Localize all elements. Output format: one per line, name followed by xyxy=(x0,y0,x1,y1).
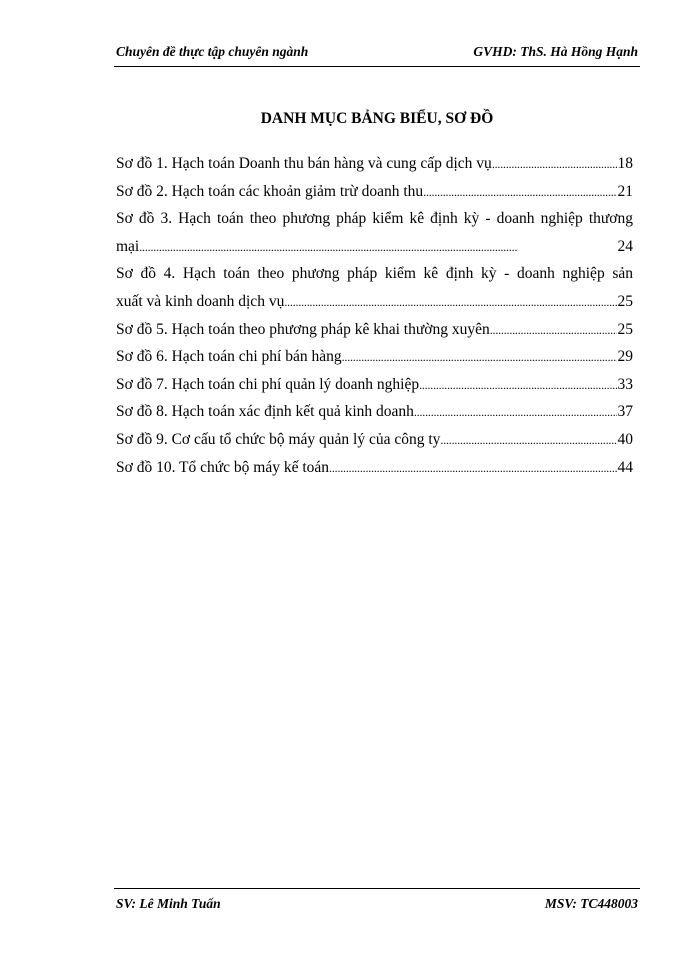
toc-entry-line-2[interactable] xyxy=(116,288,633,316)
toc-entry[interactable] xyxy=(116,150,633,178)
toc-page-number: 25 xyxy=(617,292,633,310)
footer-student-name: SV: Lê Minh Tuấn xyxy=(116,896,221,911)
toc-page-number: 18 xyxy=(617,155,633,172)
footer-divider xyxy=(114,888,640,889)
toc-entry-text: Sơ đồ 7. Hạch toán chi phí quản lý doanh nghiệp xyxy=(116,375,420,393)
header-course-title: Chuyên đề thực tập chuyên ngành xyxy=(116,44,309,59)
toc-entry[interactable] xyxy=(116,454,633,482)
toc-entry[interactable] xyxy=(116,426,633,454)
toc-entry[interactable] xyxy=(116,178,633,206)
toc-entry-text: Sơ đồ 3. Hạch toán theo phương pháp kiểm kê định kỳ - doanh nghiệp thương xyxy=(116,210,633,228)
toc-leader-dots xyxy=(414,398,617,426)
page-footer xyxy=(116,896,638,912)
toc-page-number: 33 xyxy=(617,375,633,393)
toc-leader-dots xyxy=(423,178,616,206)
toc-entry-text: Sơ đồ 2. Hạch toán các khoản giảm trừ doanh thu xyxy=(116,182,424,200)
toc-entry-text: Sơ đồ 10. Tổ chức bộ máy kế toán xyxy=(116,458,330,476)
toc-entry-text: Sơ đồ 8. Hạch toán xác định kết quả kinh doanh xyxy=(116,403,414,421)
toc-leader-dots xyxy=(139,233,616,261)
page-header xyxy=(116,44,638,60)
toc-entry[interactable] xyxy=(116,371,633,399)
toc-leader-dots xyxy=(284,288,616,316)
header-supervisor: GVHD: ThS. Hà Hồng Hạnh xyxy=(473,44,638,59)
toc-entry[interactable] xyxy=(116,343,633,371)
toc-leader-dots xyxy=(490,316,617,344)
toc-entry[interactable] xyxy=(116,316,633,344)
toc-entry-text: Sơ đồ 9. Cơ cấu tổ chức bộ máy quản lý của công ty xyxy=(116,430,441,448)
toc-leader-dots xyxy=(419,371,616,399)
page-title: DANH MỤC BẢNG BIỂU, SƠ ĐỒ xyxy=(260,110,494,127)
toc-leader-dots xyxy=(492,150,617,178)
toc-page-number: 21 xyxy=(617,182,633,200)
toc-entry-text: Sơ đồ 5. Hạch toán theo phương pháp kê khai thường xuyên xyxy=(116,320,490,338)
toc-entry-line-1[interactable] xyxy=(116,205,633,233)
toc-page-number: 40 xyxy=(617,430,633,448)
toc-page-number: 29 xyxy=(617,348,633,366)
toc-entry-text: Sơ đồ 1. Hạch toán Doanh thu bán hàng và cung cấp dịch vụ xyxy=(116,155,492,172)
toc-leader-dots xyxy=(342,343,617,371)
toc-page-number: 25 xyxy=(617,320,633,338)
toc-leader-dots xyxy=(329,454,616,482)
toc-entry-text: xuất và kinh doanh dịch vụ xyxy=(116,292,285,310)
toc-page-number: 24 xyxy=(617,237,633,255)
toc-leader-dots xyxy=(440,426,616,454)
toc-page-number: 44 xyxy=(617,458,633,476)
toc-entry-text: Sơ đồ 4. Hạch toán theo phương pháp kiểm kê định kỳ - doanh nghiệp sản xyxy=(116,265,633,283)
table-of-figures xyxy=(116,150,633,481)
header-divider xyxy=(114,66,640,67)
toc-entry[interactable] xyxy=(116,398,633,426)
toc-entry-text: mại xyxy=(116,237,140,255)
footer-student-id: MSV: TC448003 xyxy=(544,896,638,911)
toc-entry-text: Sơ đồ 6. Hạch toán chi phí bán hàng xyxy=(116,348,342,366)
toc-page-number: 37 xyxy=(617,403,633,421)
toc-entry-line-2[interactable] xyxy=(116,233,633,261)
toc-entry-line-1[interactable] xyxy=(116,260,633,288)
